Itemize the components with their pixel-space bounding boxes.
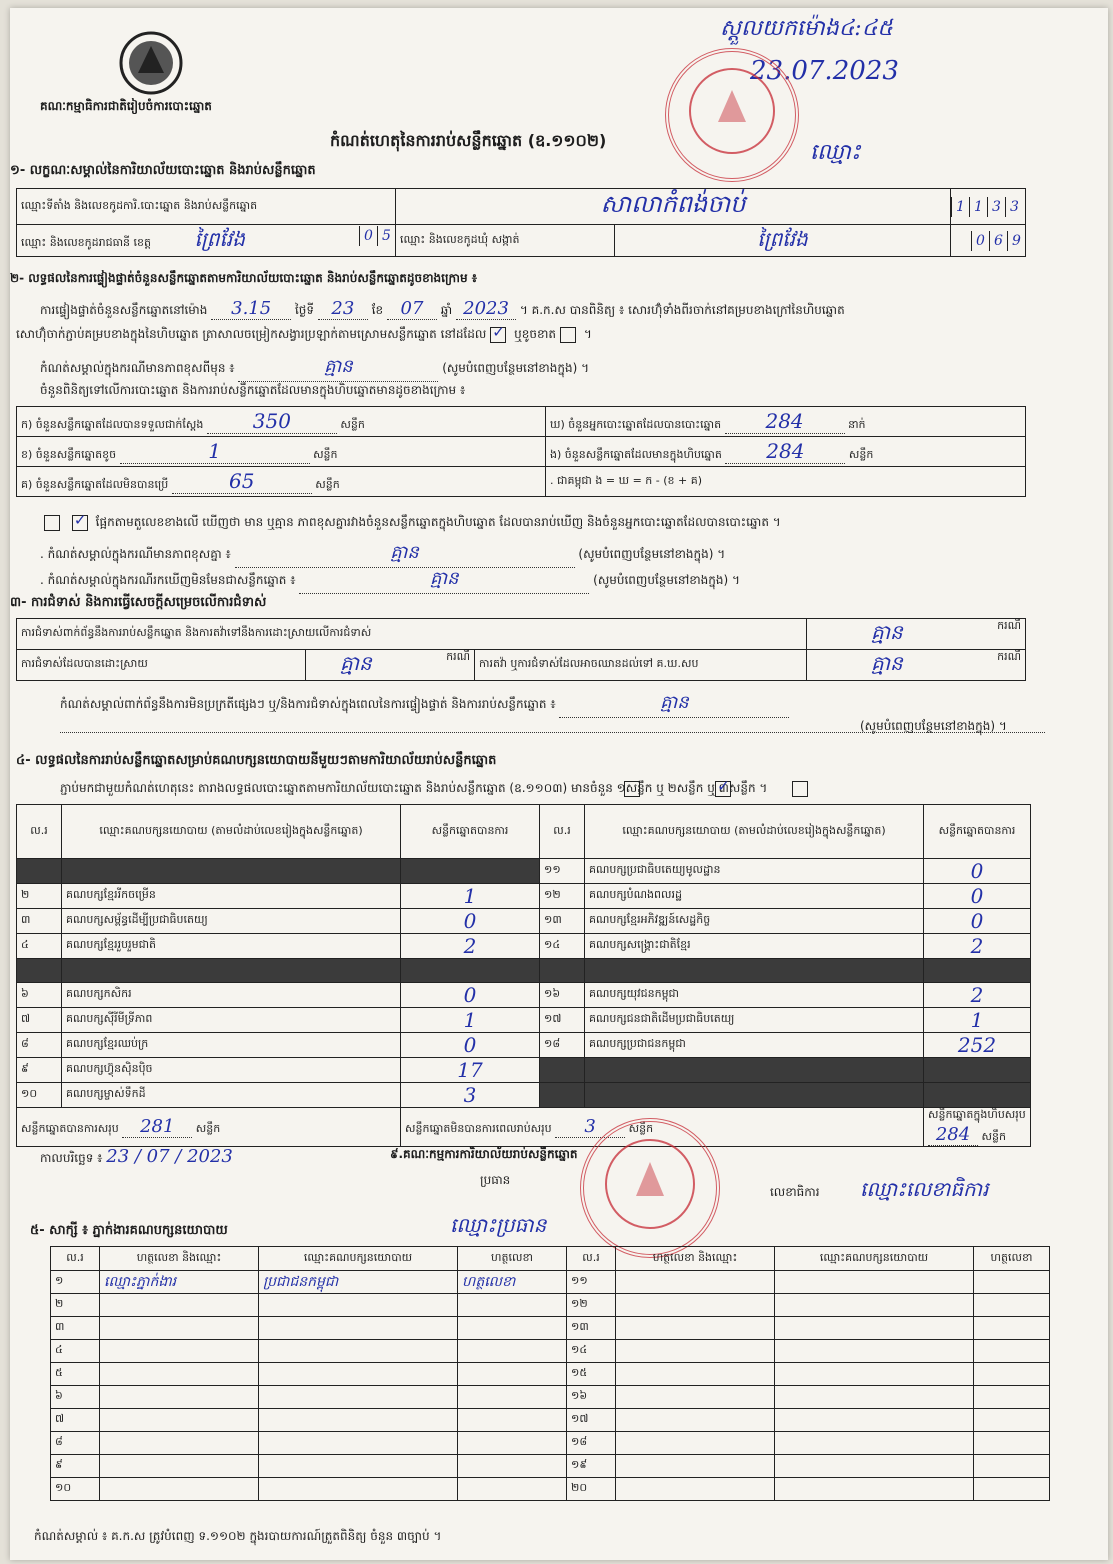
total-box-value: 284: [928, 1124, 978, 1146]
count-table: ក) ចំនួនសន្លឹកឆ្នោតដែលបានទទួលជាក់ស្តែង 350 សន្លឹក ឃ) ចំនួនអ្នកបោះឆ្នោតដែលបានបោះឆ្នោត 284 នាក់ ខ) ចំនួនសន្លឹកឆ្នោតខូច 1 សន្លឹក ង) ចំនួនសន្លឹកឆ្នោតដែលមានក្នុងហិបឆ្នោត 284 សន្លឹក គ) ចំនួនសន្លឹកឆ្នោតដែលមិនបានប្រើ 65 សន្លឹក . ជាគម្ពុជា ង = ឃ = ក - (ខ + គ): [16, 406, 1026, 497]
witness-l: ៥: [51, 1363, 100, 1386]
voters-label: ឃ) ចំនួនអ្នកបោះឆ្នោតដែលបានបោះឆ្នោត: [550, 418, 722, 431]
verification-day: 23: [318, 298, 368, 320]
escalated-label: ការតវ៉ា ឬការជំទាស់ដែលអាចឈានដល់ទៅ គ.ឃ.សប: [475, 650, 807, 681]
unused-ballots-value: 65: [172, 469, 312, 494]
total-invalid-value: 3: [555, 1116, 625, 1138]
witness-party: [259, 1386, 458, 1409]
unused-ballots-label: គ) ចំនួនសន្លឹកឆ្នោតដែលមិនបានប្រើ: [21, 478, 169, 491]
witness-r: ១៩: [567, 1455, 616, 1478]
witness-row: [51, 1386, 1050, 1409]
seal-check-line: សោហ៊ុំចាក់ភ្ជាប់គម្របខាងក្នុងនៃហិបឆ្នោត ត្រាសាលចម្រៀកសង្វារប្រឡាក់តាមស្រោមសន្លឹកឆ្នោត នៅដដែល✓ ឬខូចខាត ។: [16, 326, 592, 344]
official-stamp-top: [665, 48, 799, 182]
witness-name: [100, 1455, 259, 1478]
witness-party: [259, 1294, 458, 1317]
witness-empty-cell: [616, 1478, 775, 1501]
left-row-party: [62, 959, 401, 983]
right-row-no: ១១: [540, 859, 585, 884]
discrepancy-note-value: គ្មាន: [235, 540, 575, 568]
right-row-votes: 0: [924, 859, 1031, 884]
page-title: កំណត់ហេតុនៃការរាប់សន្លឹកឆ្នោត (ឧ.១១០២): [330, 131, 607, 150]
witness-l: ៨: [51, 1432, 100, 1455]
witness-sig: ហត្ថលេខា: [458, 1271, 567, 1294]
secretary-signature: ឈ្មោះលេខាធិការ: [860, 1177, 989, 1201]
witness-empty-cell: [616, 1386, 775, 1409]
left-row-no: ៣: [17, 909, 62, 934]
difference-note-line: កំណត់សម្គាល់ក្នុងករណីមានភាពខុសពីមុន ៖ គ្មាន (សូមបំពេញបន្ថែមនៅខាងក្នុង) ។: [40, 354, 589, 382]
witness-row: [51, 1317, 1050, 1340]
spoiled-ballots-value: 1: [120, 439, 310, 464]
witness-l: ៧: [51, 1409, 100, 1432]
left-row-party: គណបក្សខ្មែរឈប់ក្រ: [62, 1033, 401, 1058]
witness-empty-cell: [616, 1455, 775, 1478]
witness-sig: [458, 1363, 567, 1386]
foreign-ballot-line: . កំណត់សម្គាល់ក្នុងករណីរកឃើញមិនមែនជាសន្លឹកឆ្នោត ៖ គ្មាន (សូមបំពេញបន្ថែមនៅខាងក្នុង) ។: [40, 566, 740, 594]
witness-sig: [458, 1455, 567, 1478]
station-code: 1 1 3 3: [951, 189, 1026, 225]
witness-row: [51, 1432, 1050, 1455]
damaged-checkbox[interactable]: [560, 327, 576, 343]
left-row-no: ២: [17, 884, 62, 909]
witness-party: [259, 1363, 458, 1386]
verification-year: 2023: [456, 298, 516, 320]
total-valid-value: 281: [122, 1116, 192, 1138]
chair-signature: ឈ្មោះប្រធាន: [450, 1213, 547, 1237]
verification-line: ការផ្ទៀងផ្ទាត់ចំនួនសន្លឹកឆ្នោតនៅម៉ោង 3.15 ថ្ងៃទី 23 ខែ 07 ឆ្នាំ 2023 ។ គ.ក.ស បានពិនិត្យ ៖ សោរហ៊ុំទាំងពីរចាក់នៅគម្របខាងក្រៅនៃហិបឆ្នោត: [40, 298, 845, 319]
commune-name: ព្រៃវែង: [615, 225, 951, 257]
witness-empty-cell: [775, 1363, 974, 1386]
right-row-no: ១៨: [540, 1033, 585, 1058]
box-ballots-value: 284: [725, 439, 845, 464]
escalated-value: គ្មាន: [871, 651, 903, 675]
right-row-votes: [924, 1083, 1031, 1108]
result-row: [17, 909, 1031, 934]
secretary-label: លេខាធិការ: [770, 1185, 820, 1199]
witness-row: [51, 1409, 1050, 1432]
witness-sig: [458, 1409, 567, 1432]
right-row-votes: [924, 959, 1031, 983]
witness-empty-cell: [775, 1386, 974, 1409]
witness-party: [259, 1478, 458, 1501]
date-value: 23 / 07 / 2023: [106, 1146, 233, 1167]
section2-heading: ២- លទ្ធផលនៃការផ្ទៀងផ្ទាត់ចំនួនសន្លឹកឆ្នោតតាមការិយាល័យបោះឆ្នោត និងរាប់សន្លឹកឆ្នោតដូចខាងក្រោម ៖: [10, 271, 478, 285]
box-ballots-label: ង) ចំនួនសន្លឹកឆ្នោតដែលមានក្នុងហិបឆ្នោត: [550, 448, 722, 461]
left-row-no: ៨: [17, 1033, 62, 1058]
spoiled-ballots-label: ខ) ចំនួនសន្លឹកឆ្នោតខូច: [21, 448, 117, 461]
witness-r: ១១: [567, 1271, 616, 1294]
result-row: [17, 1008, 1031, 1033]
left-row-no: [17, 859, 62, 884]
left-row-votes: 1: [401, 1008, 540, 1033]
left-row-votes: 17: [401, 1058, 540, 1083]
right-row-party: គណបក្សសង្គ្រោះជាតិខ្មែរ: [585, 934, 924, 959]
witness-r: ១៣: [567, 1317, 616, 1340]
witness-empty-cell: [974, 1340, 1050, 1363]
verification-time: 3.15: [211, 298, 291, 320]
right-row-no: ១៣: [540, 909, 585, 934]
foreign-ballot-value: គ្មាន: [299, 566, 589, 594]
objection-table: ការជំទាស់ពាក់ព័ន្ធនឹងការរាប់សន្លឹកឆ្នោត និងការតវ៉ាទៅនឹងការដោះស្រាយលើការជំទាស់ គ្មាន ករណី ការជំទាស់ដែលបានដោះស្រាយ គ្មាន ករណី ការតវ៉ា ឬការជំទាស់ដែលអាចឈានដល់ទៅ គ.ឃ.សប គ្មាន ករណី: [16, 618, 1026, 681]
right-row-party: គណបក្សយុវជនកម្ពុជា: [585, 983, 924, 1008]
witness-empty-cell: [616, 1432, 775, 1455]
left-row-no: ៩: [17, 1058, 62, 1083]
right-row-votes: [924, 1058, 1031, 1083]
right-row-party: គណបក្សប្រជាជនកម្ពុជា: [585, 1033, 924, 1058]
result-row: [17, 1083, 1031, 1108]
station-label: ឈ្មោះទីតាំង និងលេខកូដការិ.បោះឆ្នោត និងរាប់សន្លឹកឆ្នោត: [17, 189, 396, 225]
witness-r: ១២: [567, 1294, 616, 1317]
witness-sig: [458, 1432, 567, 1455]
right-row-votes: 2: [924, 983, 1031, 1008]
witness-name: [100, 1340, 259, 1363]
witness-empty-cell: [775, 1432, 974, 1455]
witness-name: [100, 1432, 259, 1455]
witness-empty-cell: [974, 1294, 1050, 1317]
result-row: [17, 1033, 1031, 1058]
right-row-party: គណបក្សជនជាតិដើមប្រជាធិបតេយ្យ: [585, 1008, 924, 1033]
right-row-no: [540, 1083, 585, 1108]
left-row-votes: 0: [401, 909, 540, 934]
witness-sig: [458, 1478, 567, 1501]
section4-heading: ៤- លទ្ធផលនៃការរាប់សន្លឹកឆ្នោតសម្រាប់គណបក្សនយោបាយនីមួយៗតាមការិយាល័យរាប់សន្លឹកឆ្នោត: [16, 753, 497, 768]
commune-code: 0 6 9: [951, 225, 1026, 257]
right-row-votes: 1: [924, 1008, 1031, 1033]
two-sheet-checkbox[interactable]: [715, 781, 731, 797]
left-row-no: ៤: [17, 934, 62, 959]
left-row-party: គណបក្សម្ចាស់ទឹកដី: [62, 1083, 401, 1108]
result-row: [17, 983, 1031, 1008]
witness-party: [259, 1409, 458, 1432]
date-line: កាលបរិច្ឆេទ ៖ 23 / 07 / 2023: [40, 1146, 233, 1167]
right-row-votes: 252: [924, 1033, 1031, 1058]
witness-empty-cell: [616, 1363, 775, 1386]
formula: . ជាគម្ពុជា ង = ឃ = ក - (ខ + គ): [546, 467, 1026, 497]
left-row-party: គណបក្សសម្ព័ន្ធដើម្បីប្រជាធិបតេយ្យ: [62, 909, 401, 934]
intact-checkbox[interactable]: [490, 327, 506, 343]
witness-name: [100, 1294, 259, 1317]
left-row-votes: 2: [401, 934, 540, 959]
left-row-party: គណបក្សស៊ីរីមីទ្រីភាព: [62, 1008, 401, 1033]
left-row-votes: [401, 959, 540, 983]
right-row-no: ១៤: [540, 934, 585, 959]
witness-name: [100, 1478, 259, 1501]
received-note: ស្តួលយកម៉ោង៤:៤៥: [720, 16, 893, 41]
witness-empty-cell: [616, 1294, 775, 1317]
witness-empty-cell: [974, 1432, 1050, 1455]
witness-r: ១៤: [567, 1340, 616, 1363]
witness-row: [51, 1363, 1050, 1386]
discrepancy-line: ✓ ផ្អែកតាមតួលេខខាងលើ ឃើញថា មាន ឬគ្មាន ភាពខុសគ្នារវាងចំនួនសន្លឹកឆ្នោតក្នុងហិបឆ្នោត ដែលបានរាប់ឃើញ និងចំនួនអ្នកបោះឆ្នោតដែលបានបោះឆ្នោត ។: [40, 514, 1090, 532]
witness-empty-cell: [974, 1386, 1050, 1409]
district-label: ឈ្មោះ និងលេខកូដរាជធានី ខេត្ត: [21, 235, 151, 249]
witness-party: [259, 1340, 458, 1363]
right-row-no: [540, 959, 585, 983]
witness-name: [100, 1363, 259, 1386]
section3-heading: ៣- ការជំទាស់ និងការធ្វើសេចក្តីសម្រេចលើការជំទាស់: [10, 595, 267, 610]
witness-r: ១៧: [567, 1409, 616, 1432]
witness-l: ៦: [51, 1386, 100, 1409]
left-row-party: គណបក្សកសិករ: [62, 983, 401, 1008]
witness-name: ឈ្មោះភ្នាក់ងារ: [100, 1271, 259, 1294]
witness-r: ១៥: [567, 1363, 616, 1386]
right-row-party: គណបក្សប្រជាធិបតេយ្យមូលដ្ឋាន: [585, 859, 924, 884]
right-row-no: [540, 1058, 585, 1083]
chair-label: ប្រធាន: [480, 1173, 511, 1187]
witness-empty-cell: [616, 1409, 775, 1432]
witness-l: ២: [51, 1294, 100, 1317]
section5-heading: ៥- សាក្សី ៖ ភ្នាក់ងារគណបក្សនយោបាយ: [30, 1223, 228, 1238]
right-row-party: [585, 959, 924, 983]
commune-label: ឈ្មោះ និងលេខកូដឃុំ សង្កាត់: [396, 225, 615, 257]
witness-row: [51, 1478, 1050, 1501]
witness-row: [51, 1271, 1050, 1294]
witness-l: ៤: [51, 1340, 100, 1363]
district-code: 0 5: [359, 226, 395, 246]
attachment-line: ភ្ជាប់មកជាមួយកំណត់ហេតុនេះ តារាងលទ្ធផលបោះឆ្នោតតាមការិយាល័យបោះឆ្នោត និងរាប់សន្លឹកឆ្នោត (ឧ.១១០៣) មានចំនួន ១សន្លឹក ឬ ២សន្លឹក ឬ ៣សន្លឹក ។: [60, 781, 768, 795]
left-row-no: ១០: [17, 1083, 62, 1108]
left-row-party: គណបក្សហ៊្វុនស៊ិនប៉ិច: [62, 1058, 401, 1083]
left-row-party: [62, 859, 401, 884]
count-intro: ចំនួនពិនិត្យទៅលើការបោះឆ្នោត និងការរាប់សន្លឹកឆ្នោតដែលមានក្នុងហិបឆ្នោតមានដូចខាងក្រោម ៖: [40, 383, 466, 397]
has-discrepancy-checkbox[interactable]: [44, 515, 60, 531]
witness-empty-cell: [775, 1294, 974, 1317]
three-sheet-checkbox[interactable]: [792, 781, 808, 797]
official-stamp-bottom: [580, 1118, 720, 1258]
right-row-votes: 0: [924, 909, 1031, 934]
witness-party: [259, 1432, 458, 1455]
irregularity-note-line: កំណត់សម្គាល់ពាក់ព័ន្ធនឹងការមិនប្រក្រតីផ្សេងៗ ឬ/និងការជំទាស់ក្នុងពេលនៃការផ្ទៀងផ្ទាត់ និងការរាប់សន្លឹកឆ្នោត ៖ គ្មាន: [60, 690, 789, 718]
national-emblem-icon: [116, 28, 186, 98]
result-row: [17, 934, 1031, 959]
right-row-votes: 2: [924, 934, 1031, 959]
district-name: ព្រៃវែង: [194, 226, 245, 251]
witness-row: [51, 1294, 1050, 1317]
station-table: [16, 188, 1026, 257]
witness-r: ១៨: [567, 1432, 616, 1455]
received-ballots-label: ក) ចំនួនសន្លឹកឆ្នោតដែលបានទទួលជាក់ស្តែង: [21, 418, 204, 431]
witness-row: [51, 1455, 1050, 1478]
resolved-label: ការជំទាស់ដែលបានដោះស្រាយ: [17, 650, 306, 681]
result-row: [17, 884, 1031, 909]
left-row-votes: 0: [401, 1033, 540, 1058]
witness-empty-cell: [616, 1271, 775, 1294]
one-sheet-checkbox[interactable]: [624, 781, 640, 797]
witness-empty-cell: [775, 1478, 974, 1501]
witness-empty-cell: [974, 1478, 1050, 1501]
witness-r: ១៦: [567, 1386, 616, 1409]
witness-empty-cell: [616, 1340, 775, 1363]
witness-name: [100, 1386, 259, 1409]
received-ballots-value: 350: [207, 409, 337, 434]
witness-empty-cell: [974, 1363, 1050, 1386]
left-row-no: [17, 959, 62, 983]
witness-name: [100, 1409, 259, 1432]
right-row-party: [585, 1083, 924, 1108]
footer-note: កំណត់សម្គាល់ ៖ គ.ក.ស ត្រូវបំពេញ ទ.១១០២ ក្នុងរបាយការណ៍ត្រួតពិនិត្យ ចំនួន ៣ច្បាប់ ។: [34, 1529, 442, 1543]
discrepancy-note-line: . កំណត់សម្គាល់ក្នុងករណីមានភាពខុសគ្នា ៖ គ្មាន (សូមបំពេញបន្ថែមនៅខាងក្នុង) ។: [40, 540, 725, 568]
witness-empty-cell: [974, 1317, 1050, 1340]
witness-row: [51, 1340, 1050, 1363]
left-row-no: ៦: [17, 983, 62, 1008]
difference-note-value: គ្មាន: [238, 354, 438, 382]
witness-sig: [458, 1317, 567, 1340]
resolved-value: គ្មាន: [340, 651, 372, 675]
witness-empty-cell: [616, 1317, 775, 1340]
witness-party: [259, 1455, 458, 1478]
witness-empty-cell: [775, 1409, 974, 1432]
committee-label: ៩.គណៈកម្មការការិយាល័យរាប់សន្លឹកឆ្នោត: [390, 1147, 578, 1161]
witness-empty-cell: [775, 1340, 974, 1363]
right-row-party: គណបក្សខ្មែរអភិវឌ្ឍន៍សេដ្ឋកិច្ច: [585, 909, 924, 934]
section1-heading: ១- លក្ខណៈសម្គាល់នៃការិយាល័យបោះឆ្នោត និងរាប់សន្លឹកឆ្នោត: [10, 163, 316, 178]
document-page: [10, 8, 1108, 1560]
verification-month: 07: [387, 298, 437, 320]
witness-empty-cell: [775, 1455, 974, 1478]
authority-name: គណៈកម្មាធិការជាតិរៀបចំការបោះឆ្នោត: [40, 99, 212, 113]
witness-sig: [458, 1386, 567, 1409]
no-discrepancy-checkbox[interactable]: [72, 515, 88, 531]
right-row-party: គណបក្សបំណងពលរដ្ឋ: [585, 884, 924, 909]
witness-l: ១០: [51, 1478, 100, 1501]
result-row: [17, 959, 1031, 983]
witness-party: [259, 1317, 458, 1340]
objection-row1-label: ការជំទាស់ពាក់ព័ន្ធនឹងការរាប់សន្លឹកឆ្នោត និងការតវ៉ាទៅនឹងការដោះស្រាយលើការជំទាស់: [17, 619, 807, 650]
right-row-votes: 0: [924, 884, 1031, 909]
right-row-no: ១៦: [540, 983, 585, 1008]
left-row-party: គណបក្សខ្មែររួបរួមជាតិ: [62, 934, 401, 959]
voters-value: 284: [725, 409, 845, 434]
station-name: សាលាកំពង់ចាប់: [396, 189, 951, 225]
left-row-votes: 1: [401, 884, 540, 909]
left-row-votes: 3: [401, 1083, 540, 1108]
witness-empty-cell: [775, 1271, 974, 1294]
right-row-no: ១៧: [540, 1008, 585, 1033]
witness-l: ៩: [51, 1455, 100, 1478]
witness-empty-cell: [974, 1409, 1050, 1432]
left-row-votes: 0: [401, 983, 540, 1008]
left-row-party: គណបក្សខ្មែររីកចម្រើន: [62, 884, 401, 909]
left-row-no: ៧: [17, 1008, 62, 1033]
results-table: ល.រ ឈ្មោះគណបក្សនយោបាយ (តាមលំដាប់លេខរៀងក្នុងសន្លឹកឆ្នោត) សន្លឹកឆ្នោតបានការ ល.រ ឈ្មោះគណបក្សនយោបាយ (តាមលំដាប់លេខរៀងក្នុងសន្លឹកឆ្នោត) សន្លឹកឆ្នោតបានការ ១១ គណបក្សប្រជាធិបតេយ្យមូលដ្ឋាន 0 ២ គណបក្សខ្មែររីកចម្រើន 1 ១២ គណបក្សបំណងពលរដ្ឋ 0 ៣ គណបក្សសម្ព័ន្ធដើម្បីប្រជាធិបតេយ្យ 0 ១៣ គណបក្សខ្មែរអភិវឌ្ឍន៍សេដ្ឋកិច្ច 0 ៤ គណបក្សខ្មែររួបរួមជាតិ 2 ១៤ គណបក្សសង្គ្រោះជាតិខ្មែរ 2 ៦ គណបក្សកសិករ 0 ១៦ គណបក្សយុវជនកម្ពុជា 2 ៧ គណបក្សស៊ីរីមីទ្រីភាព 1 ១៧ គណបក្សជនជាតិដើមប្រជាធិបតេយ្យ 1 ៨ គណបក្សខ្មែរឈប់ក្រ 0 ១៨ គណបក្សប្រជាជនកម្ពុជា 252 ៩ គណបក្សហ៊្វុនស៊ិនប៉ិច 17 ១០ គណបក្សម្ចាស់ទឹកដី 3 សន្លឹកឆ្នោតបានការសរុប 281 សន្លឹក សន្លឹកឆ្នោតមិនបានការពេលរាប់សរុប 3 សន្លឹក សន្លឹកឆ្នោតក្នុងហិបសរុប 284 សន្លឹក: [16, 804, 1031, 1147]
witness-l: ១: [51, 1271, 100, 1294]
witness-party: ប្រជាជនកម្ពុជា: [259, 1271, 458, 1294]
result-row: [17, 1058, 1031, 1083]
witness-r: ២០: [567, 1478, 616, 1501]
irregularity-hint: (សូមបំពេញបន្ថែមនៅខាងក្នុង) ។: [860, 719, 1007, 733]
witness-l: ៣: [51, 1317, 100, 1340]
right-row-party: [585, 1058, 924, 1083]
received-signature: ឈ្មោះ: [810, 140, 861, 165]
attachment-checkboxes: [620, 778, 812, 797]
received-date: 23.07.2023: [750, 56, 899, 86]
witness-empty-cell: [974, 1455, 1050, 1478]
result-row: [17, 859, 1031, 884]
irregularity-note-value: គ្មាន: [559, 690, 789, 718]
objection-row1-value: គ្មាន: [871, 620, 903, 644]
witness-empty-cell: [775, 1317, 974, 1340]
witness-name: [100, 1317, 259, 1340]
witness-sig: [458, 1340, 567, 1363]
witness-table: ល.រ ហត្ថលេខា និងឈ្មោះ ឈ្មោះគណបក្សនយោបាយ ហត្ថលេខា ល.រ ហត្ថលេខា និងឈ្មោះ ឈ្មោះគណបក្សនយោបាយ ហត្ថលេខា ១ ឈ្មោះភ្នាក់ងារ ប្រជាជនកម្ពុជា ហត្ថលេខា ១១ ២ ១២ ៣ ១៣ ៤ ១៤ ៥ ១៥ ៦ ១៦ ៧ ១៧ ៨ ១៨ ៩ ១៩ ១០ ២០: [50, 1246, 1050, 1501]
left-row-votes: [401, 859, 540, 884]
right-row-no: ១២: [540, 884, 585, 909]
total-box-label: សន្លឹកឆ្នោតក្នុងហិបសរុប: [928, 1108, 1026, 1121]
total-invalid-label: សន្លឹកឆ្នោតមិនបានការពេលរាប់សរុប: [405, 1122, 552, 1135]
total-valid-label: សន្លឹកឆ្នោតបានការសរុប: [21, 1122, 119, 1135]
witness-empty-cell: [974, 1271, 1050, 1294]
witness-sig: [458, 1294, 567, 1317]
